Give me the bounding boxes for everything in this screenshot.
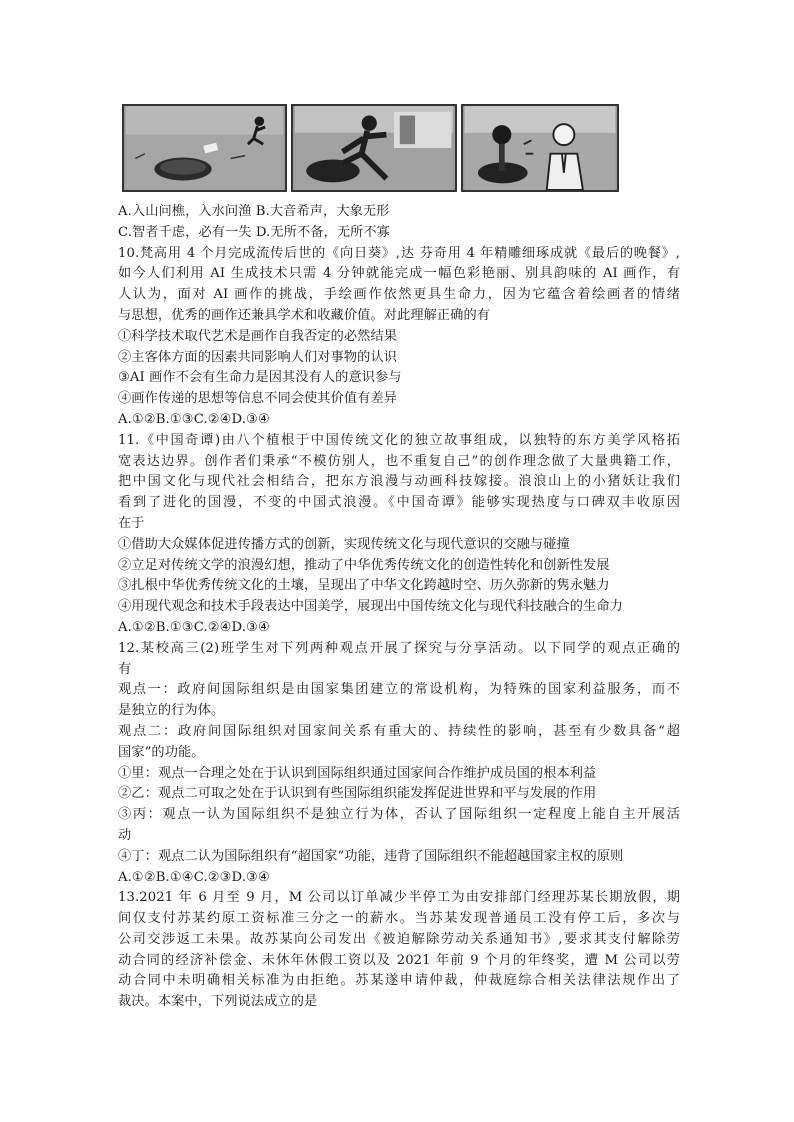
text-line: ②立足对传统文学的浪漫幻想，推动了中华优秀传统文化的创造性转化和创新性发展 (118, 557, 610, 573)
text-line: 13.2021 年 6 月至 9 月，M 公司以订单减少半停工为由安排部门经理苏某长期放假，期 (118, 890, 680, 906)
panel-2-drawing (293, 106, 455, 190)
text-line: 宽表达边界。创作者们秉承“不模仿别人，也不重复自己”的创作理念做了大量典籍工作， (118, 453, 680, 469)
text-line: 裁决。本案中，下列说法成立的是 (118, 994, 318, 1010)
text-line: ①里：观点一合理之处在于认识到国际组织通过国家间合作维护成员国的根本利益 (118, 765, 597, 781)
text-line: 11.《中国奇谭)由八个植根于中国传统文化的独立故事组成，以独特的东方美学风格拓 (118, 432, 680, 448)
panel-1-drawing (124, 106, 285, 190)
text-line: 有 (118, 661, 132, 677)
text-line: ②主客体方面的因素共同影响人们对事物的认识 (118, 349, 398, 365)
text-line: 动 (118, 827, 132, 843)
text-line: ①借助大众媒体促进传播方式的创新，实现传统文化与现代意识的交融与碰撞 (118, 536, 570, 552)
text-line: 把中国文化与现代社会相结合，把东方浪漫与动画科技嫁接。浪浪山上的小猪妖让我们 (118, 474, 680, 490)
text-line: 人认为，面对 AI 画作的挑战，手绘画作依然更具生命力，因为它蕴含着绘画者的情绪 (118, 287, 680, 303)
comic-panel-1 (122, 104, 287, 192)
text-line: ④画作传递的思想等信息不同会使其价值有差异 (118, 391, 398, 407)
text-line: A.入山问樵，入水问渔 B.大音希声，大象无形 (118, 204, 390, 219)
text-line: 观点一：政府间国际组织是由国家集团建立的常设机构，为特殊的国家利益服务，而不 (118, 682, 680, 698)
text-line: ③丙：观点一认为国际组织不是独立行为体，否认了国际组织一定程度上能自主开展活 (118, 807, 680, 823)
text-line: 公司交涉返工未果。故苏某向公司发出《被迫解除劳动关系通知书》,要求其支付解除劳 (118, 931, 680, 947)
text-line: 12.某校高三(2)班学生对下列两种观点开展了探究与分享活动。以下同学的观点正确的 (118, 640, 680, 656)
text-line: ①科学技术取代艺术是画作自我否定的必然结果 (118, 328, 398, 344)
question-text-body (118, 202, 680, 1013)
text-line: ③AI 画作不会有生命力是因其没有人的意识参与 (118, 370, 402, 386)
text-line: 间仅支付苏某约原工资标准三分之一的薪水。当苏某发现普通员工没有停工后，多次与 (118, 911, 680, 927)
text-line: 如今人们利用 AI 生成技术只需 4 分钟就能完成一幅色彩艳丽、别具韵味的 AI 画作，有 (118, 266, 680, 282)
text-line: 动合同中未明确相关标准为由拒绝。苏某遂申请仲裁，仲裁庭综合相关法律法规作出了 (118, 973, 680, 989)
text-line: 10.梵高用 4 个月完成流传后世的《向日葵》,达 芬奇用 4 年精雕细琢成就《最后的晚餐》, (118, 245, 680, 261)
text-line: C.智者千虑，必有一失 D.无所不备，无所不寡 (118, 224, 390, 240)
text-line: ③扎根中华优秀传统文化的土壤，呈现出了中华文化跨越时空、历久弥新的隽永魅力 (118, 578, 610, 594)
text-line: 动合同的经济补偿金、未休年休假工资以及 2021 年前 9 个月的年终奖，遭 M 公司以劳 (118, 952, 680, 968)
text-line: ④用现代观念和技术手段表达中国美学，展现出中国传统文化与现代科技融合的生命力 (118, 599, 623, 615)
text-line: 与思想，优秀的画作还兼具学术和收藏价值。对此理解正确的有 (118, 307, 491, 323)
text-line: A.①②B.①④C.②③D.③④ (118, 869, 270, 885)
text-line: A.①②B.①③C.②④D.③④ (118, 619, 270, 635)
text-line: 是独立的行为体。 (118, 703, 225, 719)
text-line: 观点二：政府间国际组织对国家间关系有重大的、持续性的影响，甚至有少数具备“超 (118, 723, 680, 739)
text-line: 看到了进化的国漫，不变的中国式浪漫。《中国奇谭》能够实现热度与口碑双丰收原因 (118, 495, 680, 511)
text-line: 在于 (118, 515, 145, 531)
comic-panel-2 (291, 104, 457, 192)
comic-panel-3 (461, 104, 619, 192)
panel-3-drawing (463, 106, 617, 190)
text-line: ④丁：观点二认为国际组织有“超国家”功能，违背了国际组织不能超越国家主权的原则 (118, 848, 624, 864)
text-line: ②乙：观点二可取之处在于认识到有些国际组织能发挥促进世界和平与发展的作用 (118, 786, 597, 802)
text-line: 国家”的功能。 (118, 744, 205, 760)
text-line: A.①②B.①③C.②④D.③④ (118, 411, 270, 427)
